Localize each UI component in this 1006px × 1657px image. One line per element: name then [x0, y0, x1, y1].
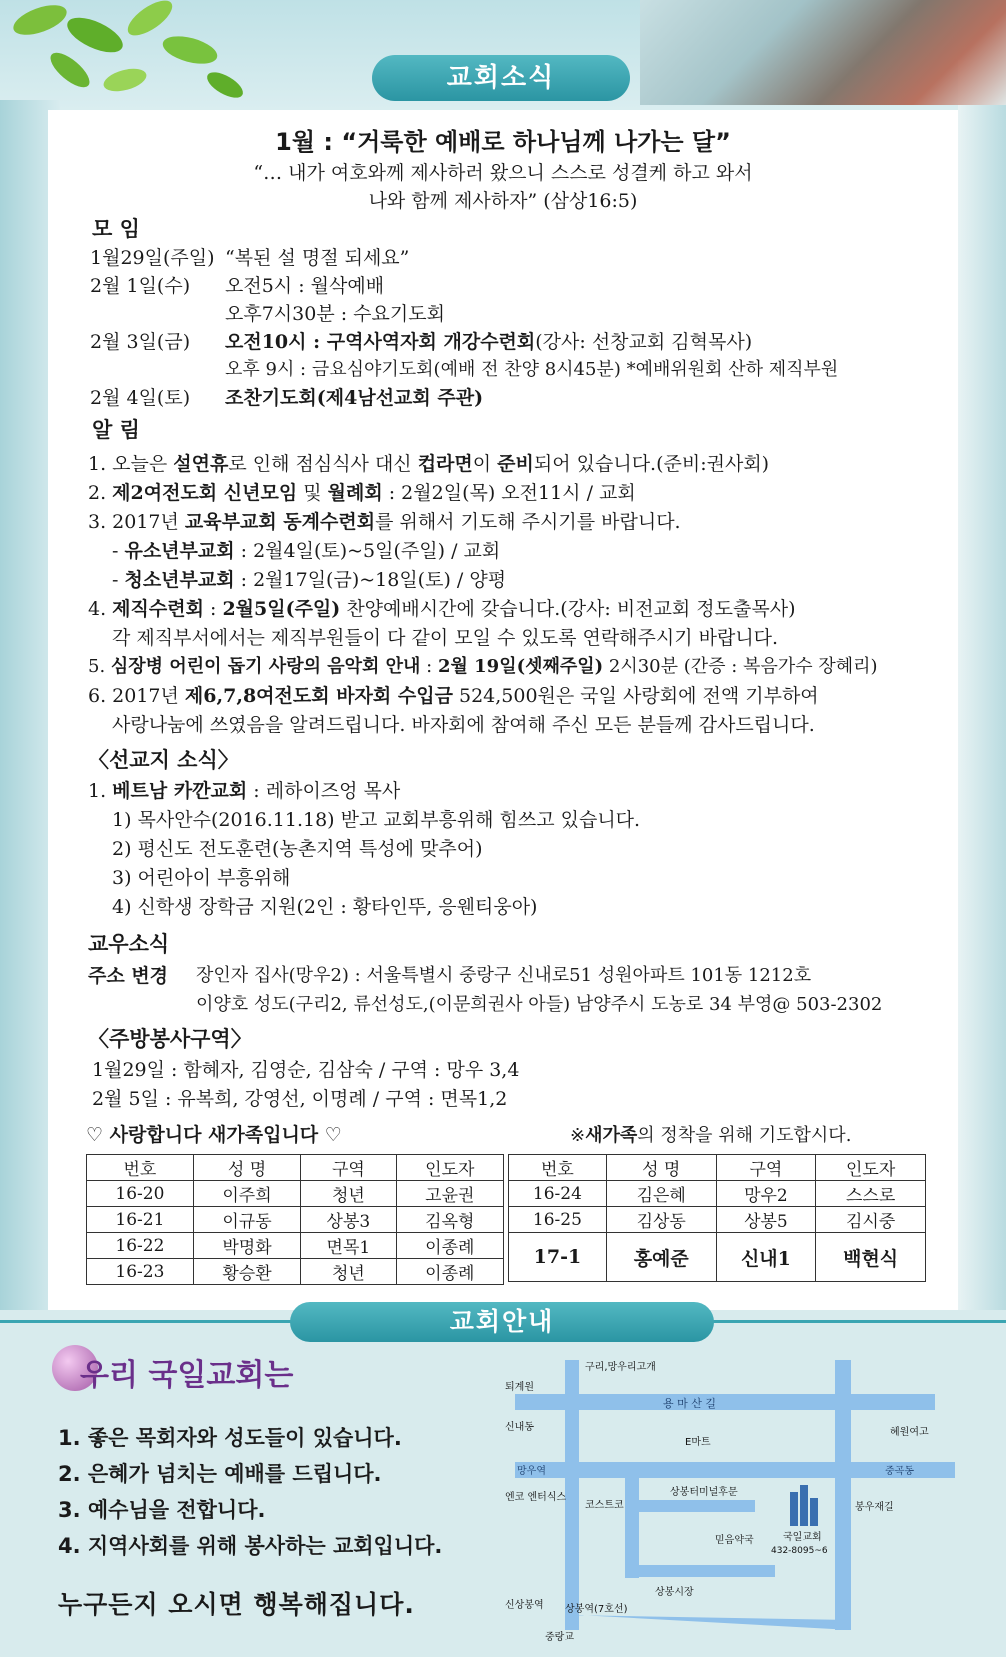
church-guide-title: 교회안내: [290, 1302, 714, 1342]
header-photo: [640, 0, 1006, 105]
cell: 이종례: [396, 1233, 503, 1259]
kitchen-line-2: 2월 5일 : 유복희, 강영선, 이명례 / 구역 : 면목1,2: [92, 1088, 508, 1110]
road-inner-1: [625, 1478, 639, 1578]
cell: 황승환: [193, 1259, 300, 1285]
notice-6b: 사랑나눔에 쓰였음을 알려드립니다. 바자회에 참여해 주신 모든 분들께 감사드립니다.: [112, 714, 815, 736]
cell: 면목1: [301, 1233, 396, 1259]
cell: 백현식: [816, 1233, 926, 1282]
guide-slogan: 누구든지 오시면 행복해집니다.: [58, 1590, 415, 1619]
map-label-jungnang: 중랑교: [545, 1632, 574, 1643]
notice-4b: 각 제직부서에서는 제직부원들이 다 같이 모일 수 있도록 연락해주시기 바랍니다.: [112, 627, 779, 649]
guide-item-3: 3. 예수님을 전합니다.: [58, 1498, 266, 1522]
cell: 이종례: [396, 1259, 503, 1285]
mission-item-2: 2) 평신도 전도훈련(농촌지역 특성에 맞추어): [112, 838, 483, 860]
meeting-text-1: “복된 설 명절 되세요”: [225, 247, 410, 269]
col-number: 번호: [87, 1155, 194, 1181]
map-label-sangbong7: 상봉역(7호선): [565, 1604, 628, 1615]
notice-1: 1. 오늘은 설연휴로 인해 점심식사 대신 컵라면이 준비되어 있습니다.(준비:권사회): [88, 453, 770, 475]
road-inner-3: [625, 1565, 775, 1577]
mission-item-3: 3) 어린아이 부흥위해: [112, 867, 291, 889]
map-label-yongmasan: 용 마 산 길: [663, 1397, 716, 1410]
map-label-sinbong: 신상봉역: [505, 1600, 544, 1611]
notice-heading: 알 림: [92, 418, 140, 442]
road-inner-2: [625, 1500, 755, 1512]
church-map: [505, 1350, 965, 1645]
new-family-table-right: [508, 1154, 926, 1282]
theme-verse-line-2: 나와 함께 제사하자” (삼상16:5): [368, 190, 638, 212]
cell: 스스로: [816, 1181, 926, 1207]
cell: 16-22: [87, 1233, 194, 1259]
col-number: 번호: [509, 1155, 607, 1181]
table-row: [87, 1259, 504, 1285]
col-name: 성 명: [193, 1155, 300, 1181]
leaf-decoration-icon: [0, 0, 260, 110]
guide-item-2: 2. 은혜가 넘치는 예배를 드립니다.: [58, 1462, 382, 1486]
map-label-bongu: 봉우재길: [855, 1502, 894, 1513]
cell: 16-24: [509, 1181, 607, 1207]
meeting-heading: 모 임: [92, 217, 140, 241]
cell: 청년: [301, 1259, 396, 1285]
map-label-sinnae: 신내동: [505, 1422, 534, 1433]
our-church-title: 우리 국일교회는: [80, 1358, 294, 1393]
guide-item-1: 1. 좋은 목회자와 성도들이 있습니다.: [58, 1426, 402, 1450]
address-change-1: 장인자 집사(망우2) : 서울특별시 중랑구 신내로51 성원아파트 101동 1212호: [196, 965, 812, 986]
map-label-pharmacy: 믿음약국: [715, 1535, 754, 1546]
road-yongmasan: [515, 1394, 935, 1410]
address-change-label: 주소 변경: [88, 965, 169, 987]
mission-item-1: 1) 목사안수(2016.11.18) 받고 교회부흥위해 힘쓰고 있습니다.: [112, 809, 641, 831]
cell: 박명화: [193, 1233, 300, 1259]
cell: 16-25: [509, 1207, 607, 1233]
church-news-title: 교회소식: [372, 55, 630, 101]
table-header-row: [509, 1155, 926, 1181]
cell: 16-23: [87, 1259, 194, 1285]
kitchen-heading: 〈주방봉사구역〉: [88, 1027, 252, 1051]
meeting-date-1: 1월29일(주일): [90, 247, 215, 269]
map-label-church: 국일교회: [783, 1532, 822, 1543]
meeting-date-2: 2월 1일(수): [90, 275, 191, 297]
notice-3a: - 유소년부교회 : 2월4일(토)~5일(주일) / 교회: [112, 540, 501, 562]
notice-6: 6. 2017년 제6,7,8여전도회 바자회 수입금 524,500원은 국일 사랑회에 전액 기부하여: [88, 685, 819, 707]
meeting-date-6: 2월 4일(토): [90, 387, 191, 409]
right-decorative-band: [958, 60, 1006, 1320]
cell: 고윤권: [396, 1181, 503, 1207]
cell: 이규동: [193, 1207, 300, 1233]
notice-2: 2. 제2여전도회 신년모임 및 월례회 : 2월2일(목) 오전11시 / 교회: [88, 482, 636, 504]
col-guide: 인도자: [816, 1155, 926, 1181]
table-row: [509, 1207, 926, 1233]
cell: 김옥형: [396, 1207, 503, 1233]
col-guide: 인도자: [396, 1155, 503, 1181]
cell: 신내1: [716, 1233, 816, 1282]
col-name: 성 명: [606, 1155, 716, 1181]
month-theme-title: 1월 : “거룩한 예배로 하나님께 나가는 달”: [275, 128, 731, 156]
cell: 망우2: [716, 1181, 816, 1207]
guide-item-4: 4. 지역사회를 위해 봉사하는 교회입니다.: [58, 1534, 443, 1558]
cell: 김은혜: [606, 1181, 716, 1207]
church-building-icon: [790, 1485, 818, 1526]
table-row: [509, 1181, 926, 1207]
table-row-highlight: [509, 1233, 926, 1282]
cell: 16-21: [87, 1207, 194, 1233]
map-label-terminal: 상봉터미널후문: [670, 1487, 738, 1498]
meeting-date-4: 2월 3일(금): [90, 331, 191, 353]
map-label-enco: 엔코 엔터식스: [505, 1492, 567, 1503]
map-label-emart: E마트: [685, 1437, 711, 1448]
cell: 상봉3: [301, 1207, 396, 1233]
map-label-costco: 코스트코: [585, 1500, 624, 1511]
road-diagonal: [565, 1615, 851, 1630]
map-label-hyewon: 혜원여고: [890, 1427, 929, 1438]
meeting-text-2: 오전5시 : 월삭예배: [225, 275, 385, 297]
new-family-heading: ♡ 사랑합니다 새가족입니다 ♡: [86, 1124, 342, 1146]
mission-1: 1. 베트남 카깐교회 : 레하이즈엉 목사: [88, 780, 401, 802]
map-label-market: 상봉시장: [655, 1587, 694, 1598]
map-label-junggok: 중곡동: [885, 1466, 914, 1477]
mission-item-4: 4) 신학생 장학금 지원(2인 : 황타인뚜, 응웬티웅아): [112, 896, 538, 918]
cell: 17-1: [509, 1233, 607, 1282]
member-news-heading: 교우소식: [88, 932, 170, 956]
mission-heading: 〈선교지 소식〉: [88, 748, 239, 772]
notice-3: 3. 2017년 교육부교회 동계수련회를 위해서 기도해 주시기를 바랍니다.: [88, 511, 681, 533]
cell: 16-20: [87, 1181, 194, 1207]
meeting-text-5: 오후 9시 : 금요심야기도회(예배 전 찬양 8시45분) *예배위원회 산하 제직부원: [225, 359, 839, 380]
meeting-text-3: 오후7시30분 : 수요기도회: [225, 303, 445, 325]
table-row: [87, 1207, 504, 1233]
col-district: 구역: [716, 1155, 816, 1181]
theme-verse-line-1: “… 내가 여호와께 제사하러 왔으니 스스로 성결케 하고 와서: [253, 162, 753, 184]
meeting-text-4: 오전10시 : 구역사역자회 개강수련회(강사: 선창교회 김혁목사): [225, 331, 753, 353]
map-label-mangu: 망우역: [517, 1466, 546, 1477]
road-vertical-east: [835, 1360, 851, 1630]
kitchen-line-1: 1월29일 : 함혜자, 김영순, 김삼숙 / 구역 : 망우 3,4: [92, 1059, 520, 1081]
new-family-prayer-note: ※새가족의 정착을 위해 기도합시다.: [570, 1125, 852, 1146]
cell: 상봉5: [716, 1207, 816, 1233]
map-label-guri: 구리,망우리고개: [585, 1362, 656, 1373]
notice-4: 4. 제직수련회 : 2월5일(주일) 찬양예배시간에 갖습니다.(강사: 비전교회 정도출목사): [88, 598, 796, 620]
table-row: [87, 1181, 504, 1207]
notice-5: 5. 심장병 어린이 돕기 사랑의 음악회 안내 : 2월 19일(셋째주일) 2시30분 (간증 : 복음가수 장혜리): [88, 656, 878, 677]
cell: 청년: [301, 1181, 396, 1207]
cell: 이주희: [193, 1181, 300, 1207]
map-label-toegye: 퇴계원: [505, 1382, 534, 1393]
cell: 김상동: [606, 1207, 716, 1233]
table-row: [87, 1233, 504, 1259]
map-label-phone: 432-8095~6: [771, 1546, 828, 1556]
cell: 홍예준: [606, 1233, 716, 1282]
col-district: 구역: [301, 1155, 396, 1181]
cell: 김시중: [816, 1207, 926, 1233]
notice-3b: - 청소년부교회 : 2월17일(금)~18일(토) / 양평: [112, 569, 507, 591]
table-header-row: [87, 1155, 504, 1181]
meeting-text-6: 조찬기도회(제4남선교회 주관): [225, 387, 484, 409]
address-change-2: 이양호 성도(구리2, 류선성도,(이문희권사 아들) 남양주시 도농로 34 부영@ 503-2302: [196, 994, 883, 1015]
new-family-table-left: [86, 1154, 504, 1285]
